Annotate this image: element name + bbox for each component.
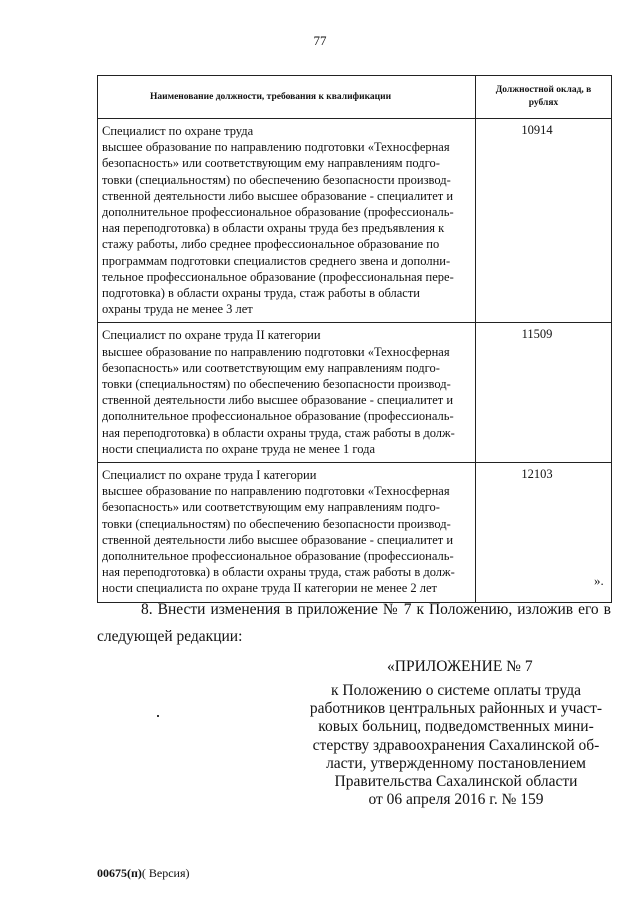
requirement-line: ная переподготовка) в области охраны труда без предъявления к bbox=[102, 221, 445, 236]
requirement-line: ности специалиста по охране труда II категории не менее 2 лет bbox=[102, 581, 438, 596]
requirement-line: ная переподготовка) в области охраны труда, стаж работы в долж- bbox=[102, 565, 455, 580]
requirement-line: безопасность» или соответствующим ему направлениям подго- bbox=[102, 500, 440, 515]
paragraph-8-line-1: 8. Внести изменения в приложение № 7 к Положению, изложив его в bbox=[141, 601, 611, 618]
requirement-line: подготовка) в области охраны труда, стаж работы в области bbox=[102, 286, 420, 301]
position-title: Специалист по охране труда I категории bbox=[102, 468, 317, 483]
requirement-line: ная переподготовка) в области охраны труда, стаж работы в долж- bbox=[102, 425, 455, 440]
requirement-line: товки (специальностям) по обеспечению безопасности производ- bbox=[102, 516, 451, 531]
position-description bbox=[98, 463, 476, 603]
document-footer bbox=[97, 866, 190, 881]
position-description bbox=[98, 119, 476, 323]
requirement-line: товки (специальностям) по обеспечению безопасности производ- bbox=[102, 172, 451, 187]
requirement-line: товки (специальностям) по обеспечению безопасности производ- bbox=[102, 377, 451, 392]
appendix-line: стерству здравоохранения Сахалинской об- bbox=[312, 736, 600, 754]
requirement-line: программам подготовки специалистов среднего звена и дополни- bbox=[102, 253, 451, 268]
requirement-line: тельное профессиональное образование (профессиональная пере- bbox=[102, 269, 454, 284]
requirement-line: безопасность» или соответствующим ему направлениям подго- bbox=[102, 360, 440, 375]
requirement-line: дополнительное профессиональное образование (профессиональ- bbox=[102, 549, 454, 564]
salary-value: 11509 bbox=[476, 323, 612, 463]
position-title: Специалист по охране труда II категории bbox=[102, 328, 321, 343]
requirement-line: дополнительное профессиональное образование (профессиональ- bbox=[102, 409, 454, 424]
document-version: ( Версия) bbox=[141, 866, 190, 880]
requirement-line: ственной деятельности либо высшее образование - специалитет и bbox=[102, 393, 454, 408]
requirement-line: ственной деятельности либо высшее образование - специалитет и bbox=[102, 188, 454, 203]
requirement-line: дополнительное профессиональное образование (профессиональ- bbox=[102, 205, 454, 220]
header-salary: Должностной оклад, в рублях bbox=[476, 76, 612, 119]
table-header-row bbox=[98, 76, 612, 119]
appendix-line: Правительства Сахалинской области bbox=[334, 773, 578, 791]
table-body bbox=[98, 119, 612, 603]
requirement-line: ности специалиста по охране труда не менее 1 года bbox=[102, 441, 375, 456]
requirement-line: ственной деятельности либо высшее образование - специалитет и bbox=[102, 532, 454, 547]
closing-quote: ». bbox=[594, 573, 604, 588]
requirement-line: безопасность» или соответствующим ему направлениям подго- bbox=[102, 156, 440, 171]
header-position-name: Наименование должности, требования к квалификации bbox=[98, 76, 476, 119]
requirement-line: охраны труда не менее 3 лет bbox=[102, 302, 253, 317]
appendix-line: ковых больниц, подведомственных мини- bbox=[318, 718, 594, 736]
appendix-title: «ПРИЛОЖЕНИЕ № 7 bbox=[387, 658, 533, 675]
position-title: Специалист по охране труда bbox=[102, 124, 254, 138]
scan-speck bbox=[157, 715, 159, 717]
table-row bbox=[98, 323, 612, 463]
appendix-subtitle bbox=[300, 682, 612, 809]
paragraph-8-line-2: следующей редакции: bbox=[97, 628, 243, 645]
table-row bbox=[98, 119, 612, 323]
requirement-line: высшее образование по направлению подготовки «Техносферная bbox=[102, 140, 450, 155]
appendix-line: от 06 апреля 2016 г. № 159 bbox=[368, 791, 544, 809]
appendix-line: работников центральных районных и участ- bbox=[309, 700, 603, 718]
qualification-table bbox=[97, 75, 612, 603]
requirement-line: высшее образование по направлению подготовки «Техносферная bbox=[102, 344, 450, 359]
salary-value: 10914 bbox=[476, 119, 612, 323]
salary-value: 12103 bbox=[476, 463, 612, 603]
requirement-line: стажу работы, либо среднее профессиональное образование по bbox=[102, 237, 440, 252]
requirement-line: высшее образование по направлению подготовки «Техносферная bbox=[102, 484, 450, 499]
table-row bbox=[98, 463, 612, 603]
page-number: 77 bbox=[313, 33, 327, 48]
position-description bbox=[98, 323, 476, 463]
appendix-line: ласти, утвержденному постановлением bbox=[326, 754, 586, 772]
document-code: 00675(п) bbox=[97, 866, 142, 880]
appendix-line: к Положению о системе оплаты труда bbox=[331, 682, 581, 699]
